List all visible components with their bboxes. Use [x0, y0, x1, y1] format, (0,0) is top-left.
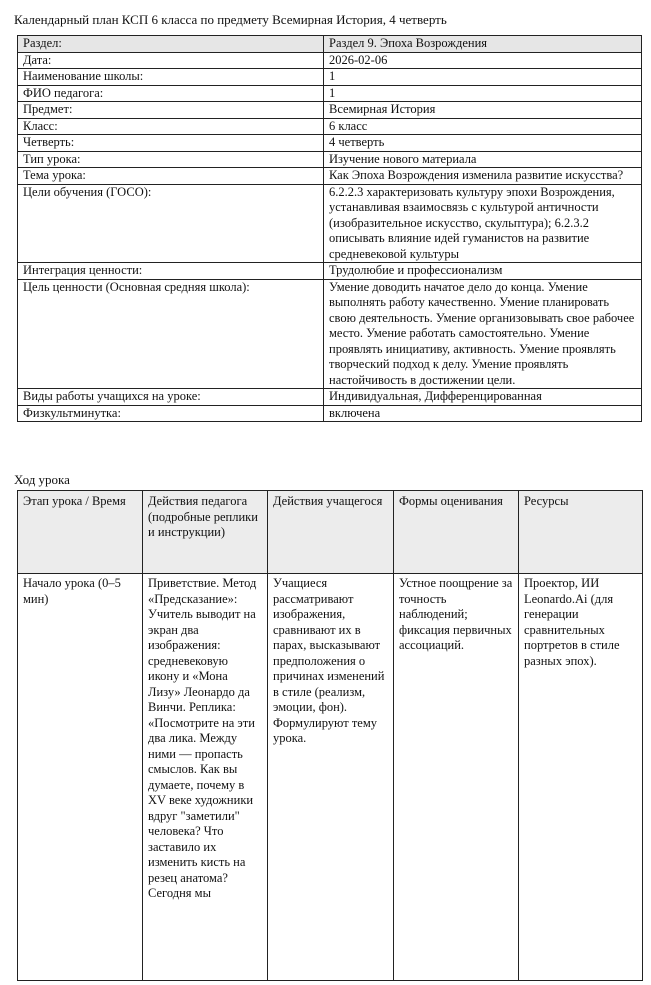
info-label: ФИО педагога: — [18, 85, 324, 102]
info-value: Умение доводить начатое дело до конца. Умение выполнять работу качественно. Умение планировать свою деятельность. Умение организовывать свое рабочее место. Умение работать самостоятельно. Умение проявлять инициативу, активность. Умение проявлять творческий подход к делу. Умение проявлять настойчивость в достижении цели. — [324, 279, 642, 389]
lesson-progress-heading: Ход урока — [14, 472, 70, 487]
info-row-work-types — [18, 389, 642, 406]
column-header-teacher-actions: Действия педагога (подробные реплики и инструкции) — [143, 491, 268, 574]
info-value: включена — [324, 405, 642, 422]
info-value: 1 — [324, 85, 642, 102]
info-row-value-goal — [18, 279, 642, 389]
info-row-value-integration — [18, 263, 642, 280]
cell-student-actions: Учащиеся рассматривают изображения, сравнивают их в парах, высказывают предположения о причинах изменений в стиле (реализм, эмоции, фон). Формулируют тему урока. — [268, 574, 394, 981]
info-value: 2026-02-06 — [324, 52, 642, 69]
cell-resources: Проектор, ИИ Leonardo.Ai (для генерации сравнительных портретов в стиле разных эпох). — [519, 574, 643, 981]
info-label: Виды работы учащихся на уроке: — [18, 389, 324, 406]
info-row-teacher — [18, 85, 642, 102]
column-header-assessment: Формы оценивания — [394, 491, 519, 574]
info-row-subject — [18, 102, 642, 119]
info-value: Как Эпоха Возрождения изменила развитие искусства? — [324, 168, 642, 185]
info-value: 6.2.2.3 характеризовать культуру эпохи Возрождения, устанавливая взаимосвязь с культурой античности (изобразительное искусство, скульптура); 6.2.3.2 описывать влияние идей гуманистов на развитие средневековой культуры — [324, 184, 642, 263]
info-value: Всемирная История — [324, 102, 642, 119]
info-label: Цель ценности (Основная средняя школа): — [18, 279, 324, 389]
info-label: Физкультминутка: — [18, 405, 324, 422]
cell-assessment: Устное поощрение за точность наблюдений; фиксация первичных ассоциаций. — [394, 574, 519, 981]
cell-teacher-actions: Приветствие. Метод «Предсказание»: Учитель выводит на экран два изображения: средневековую икону и «Мона Лизу» Леонардо да Винчи. Реплика: «Посмотрите на эти два лика. Между ними — пропасть смыслов. Как вы думаете, почему в XV веке художники вдруг "заметили" человека? Что заставило их изменить кисть на резец анатома? Сегодня мы — [143, 574, 268, 981]
info-label: Интеграция ценности: — [18, 263, 324, 280]
info-label: Наименование школы: — [18, 69, 324, 86]
info-value: Индивидуальная, Дифференцированная — [324, 389, 642, 406]
document-title: Календарный план КСП 6 класса по предмету Всемирная История, 4 четверть — [14, 12, 447, 27]
info-label: Дата: — [18, 52, 324, 69]
info-row-grade — [18, 118, 642, 135]
info-row-lesson-type — [18, 151, 642, 168]
info-row-objectives — [18, 184, 642, 263]
info-value: Трудолюбие и профессионализм — [324, 263, 642, 280]
info-value: Раздел 9. Эпоха Возрождения — [324, 36, 642, 53]
info-row-topic — [18, 168, 642, 185]
info-label: Тип урока: — [18, 151, 324, 168]
info-row-date — [18, 52, 642, 69]
info-value: 1 — [324, 69, 642, 86]
info-label: Цели обучения (ГОСО): — [18, 184, 324, 263]
info-label: Тема урока: — [18, 168, 324, 185]
cell-stage: Начало урока (0–5 мин) — [18, 574, 143, 981]
info-label: Четверть: — [18, 135, 324, 152]
info-label: Класс: — [18, 118, 324, 135]
info-label: Предмет: — [18, 102, 324, 119]
info-row-physical-break — [18, 405, 642, 422]
lesson-info-table — [17, 35, 642, 422]
info-value: Изучение нового материала — [324, 151, 642, 168]
lesson-header-row — [18, 491, 643, 574]
column-header-resources: Ресурсы — [519, 491, 643, 574]
column-header-stage: Этап урока / Время — [18, 491, 143, 574]
info-value: 6 класс — [324, 118, 642, 135]
info-row-section — [18, 36, 642, 53]
info-value: 4 четверть — [324, 135, 642, 152]
info-row-quarter — [18, 135, 642, 152]
lesson-row — [18, 574, 643, 981]
info-row-school — [18, 69, 642, 86]
column-header-student-actions: Действия учащегося — [268, 491, 394, 574]
info-label: Раздел: — [18, 36, 324, 53]
lesson-progress-table — [17, 490, 643, 981]
